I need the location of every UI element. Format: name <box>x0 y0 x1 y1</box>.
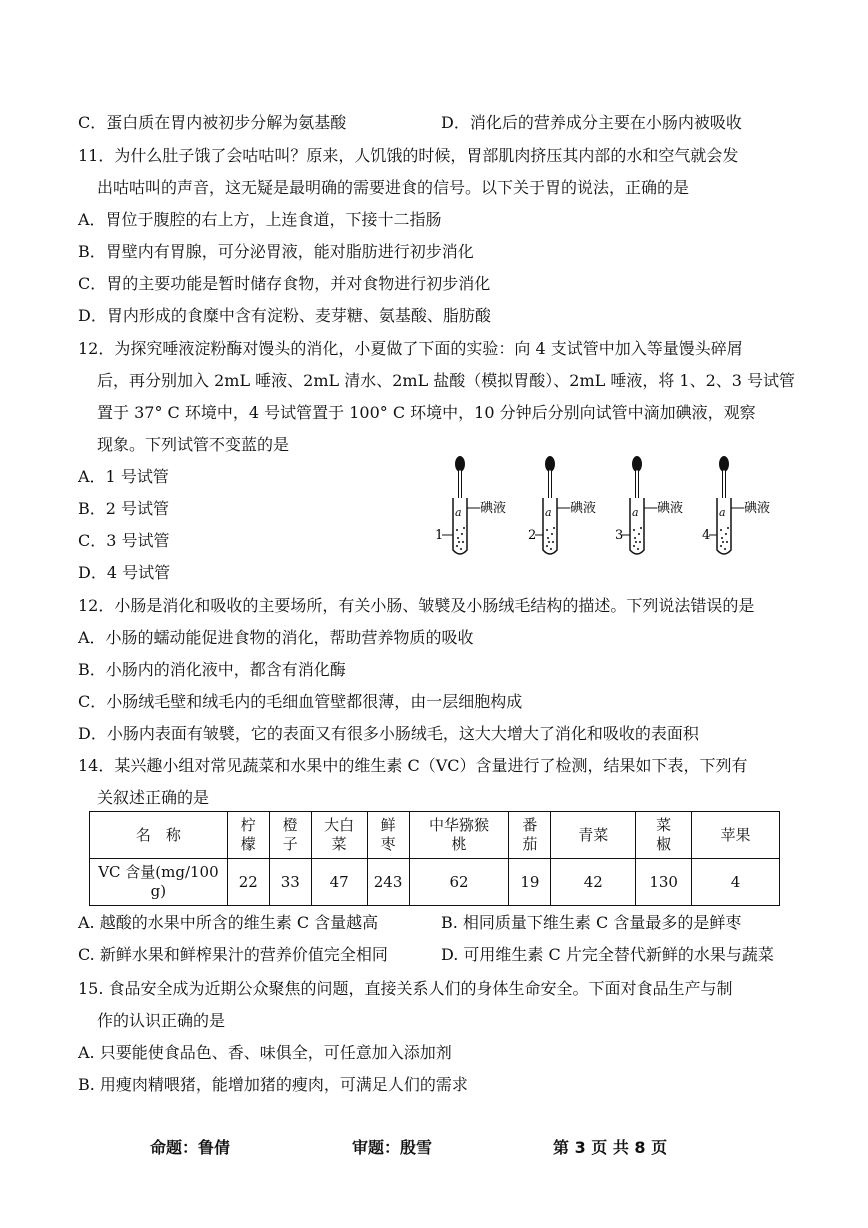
value-kiwi: 62 <box>409 859 509 906</box>
q13-stem: 12．小肠是消化和吸收的主要场所，有关小肠、皱襞及小肠绒毛结构的描述。下列说法错误的是 <box>78 596 755 615</box>
footer-page-number: 第 3 页 共 8 页 <box>553 1138 668 1157</box>
value-lemon: 22 <box>227 859 269 906</box>
col-name-apple: 苹果 <box>692 812 780 859</box>
q14-option-a: A. 越酸的水果中所含的维生素 C 含量越高 <box>78 913 379 932</box>
q10-option-d: D．消化后的营养成分主要在小肠内被吸收 <box>441 113 742 132</box>
footer-reviewer: 审题：殷雪 <box>352 1138 433 1157</box>
test-tube-3 <box>615 456 683 554</box>
tube-number-3: 3 <box>615 528 624 543</box>
test-tube-1 <box>435 456 506 554</box>
test-tube-2 <box>528 456 596 554</box>
tube-number-4: 4 <box>702 528 711 543</box>
vc-content-table <box>89 811 780 906</box>
col-name-orange: 橙 子 <box>269 812 311 859</box>
q15-option-b: B. 用瘦肉精喂猪，能增加猪的瘦肉，可满足人们的需求 <box>78 1075 468 1094</box>
value-jujube: 243 <box>367 859 409 906</box>
q14-option-c: C. 新鲜水果和鲜榨果汁的营养价值完全相同 <box>78 945 388 964</box>
value-orange: 33 <box>269 859 311 906</box>
q12-stem-cont-1: 后，再分别加入 2mL 唾液、2mL 清水、2mL 盐酸（模拟胃酸）、2mL 唾液，将 1、2、3 号试管 <box>97 371 796 390</box>
q12-option-c: C．3 号试管 <box>78 531 170 550</box>
col-name-greens: 青菜 <box>551 812 636 859</box>
value-greens: 42 <box>551 859 636 906</box>
col-name-jujube: 鲜 枣 <box>367 812 409 859</box>
value-apple: 4 <box>692 859 780 906</box>
col-name-tomato: 番 茄 <box>509 812 551 859</box>
iodine-label-1: 碘液 <box>480 501 507 516</box>
q15-option-a: A. 只要能使食品色、香、味俱全，可任意加入添加剂 <box>78 1043 452 1062</box>
q13-option-a: A．小肠的蠕动能促进食物的消化，帮助营养物质的吸收 <box>78 628 474 647</box>
tube-number-1: 1 <box>435 528 444 543</box>
header-label-cell: 名 称 <box>90 812 228 859</box>
iodine-label-4: 碘液 <box>744 501 771 516</box>
test-tube-figure <box>420 450 780 570</box>
svg-text:a: a <box>545 506 552 519</box>
svg-text:a: a <box>455 506 462 519</box>
q12-stem-cont-3: 现象。下列试管不变蓝的是 <box>97 435 290 454</box>
table-header-row <box>90 812 780 859</box>
q14-option-d: D. 可用维生素 C 片完全替代新鲜的水果与蔬菜 <box>441 945 774 964</box>
row-label-cell: VC 含量(mg/100 g) <box>90 859 228 906</box>
svg-text:a: a <box>719 506 726 519</box>
iodine-label-2: 碘液 <box>570 501 597 516</box>
col-name-kiwi: 中华猕猴 桃 <box>409 812 509 859</box>
value-pepper: 130 <box>636 859 692 906</box>
q12-option-d: D．4 号试管 <box>78 563 171 582</box>
col-name-pepper: 菜 椒 <box>636 812 692 859</box>
iodine-label-3: 碘液 <box>657 501 684 516</box>
q11-stem-cont: 出咕咕叫的声音，这无疑是最明确的需要进食的信号。以下关于胃的说法，正确的是 <box>97 178 690 197</box>
q13-option-b: B．小肠内的消化液中，都含有消化酶 <box>78 660 346 679</box>
q14-stem-cont: 关叙述正确的是 <box>97 788 210 807</box>
test-tube-4 <box>702 456 770 554</box>
svg-text:a: a <box>632 506 639 519</box>
q12-stem: 12．为探究唾液淀粉酶对馒头的消化，小夏做了下面的实验：向 4 支试管中加入等量馒头碎屑 <box>78 339 743 358</box>
q11-option-d: D．胃内形成的食糜中含有淀粉、麦芽糖、氨基酸、脂肪酸 <box>78 306 491 325</box>
q12-option-b: B．2 号试管 <box>78 499 170 518</box>
q11-option-a: A．胃位于腹腔的右上方，上连食道，下接十二指肠 <box>78 210 442 229</box>
tube-number-2: 2 <box>528 528 537 543</box>
q14-option-b: B. 相同质量下维生素 C 含量最多的是鲜枣 <box>441 913 742 932</box>
q12-stem-cont-2: 置于 37° C 环境中，4 号试管置于 100° C 环境中，10 分钟后分别向试管中滴加碘液，观察 <box>97 403 756 422</box>
q15-stem-cont: 作的认识正确的是 <box>97 1011 226 1030</box>
q11-option-b: B．胃壁内有胃腺，可分泌胃液，能对脂肪进行初步消化 <box>78 242 474 261</box>
table-value-row <box>90 859 780 906</box>
q15-stem: 15. 食品安全成为近期公众聚焦的问题，直接关系人们的身体生命安全。下面对食品生产与制 <box>78 979 733 998</box>
q13-option-c: C．小肠绒毛壁和绒毛内的毛细血管壁都很薄，由一层细胞构成 <box>78 692 523 711</box>
q12-option-a: A．1 号试管 <box>78 467 169 486</box>
value-cabbage: 47 <box>311 859 367 906</box>
col-name-lemon: 柠 檬 <box>227 812 269 859</box>
q13-option-d: D．小肠内表面有皱襞，它的表面又有很多小肠绒毛，这大大增大了消化和吸收的表面积 <box>78 724 699 743</box>
q11-stem: 11．为什么肚子饿了会咕咕叫？原来，人饥饿的时候，胃部肌肉挤压其内部的水和空气就会发 <box>78 146 739 165</box>
value-tomato: 19 <box>509 859 551 906</box>
q11-option-c: C．胃的主要功能是暂时储存食物，并对食物进行初步消化 <box>78 274 491 293</box>
q14-stem: 14．某兴趣小组对常见蔬菜和水果中的维生素 C（VC）含量进行了检测，结果如下表，下列有 <box>78 756 748 775</box>
q10-option-c: C．蛋白质在胃内被初步分解为氨基酸 <box>78 113 347 132</box>
col-name-cabbage: 大白 菜 <box>311 812 367 859</box>
footer-author: 命题：鲁倩 <box>150 1138 231 1157</box>
